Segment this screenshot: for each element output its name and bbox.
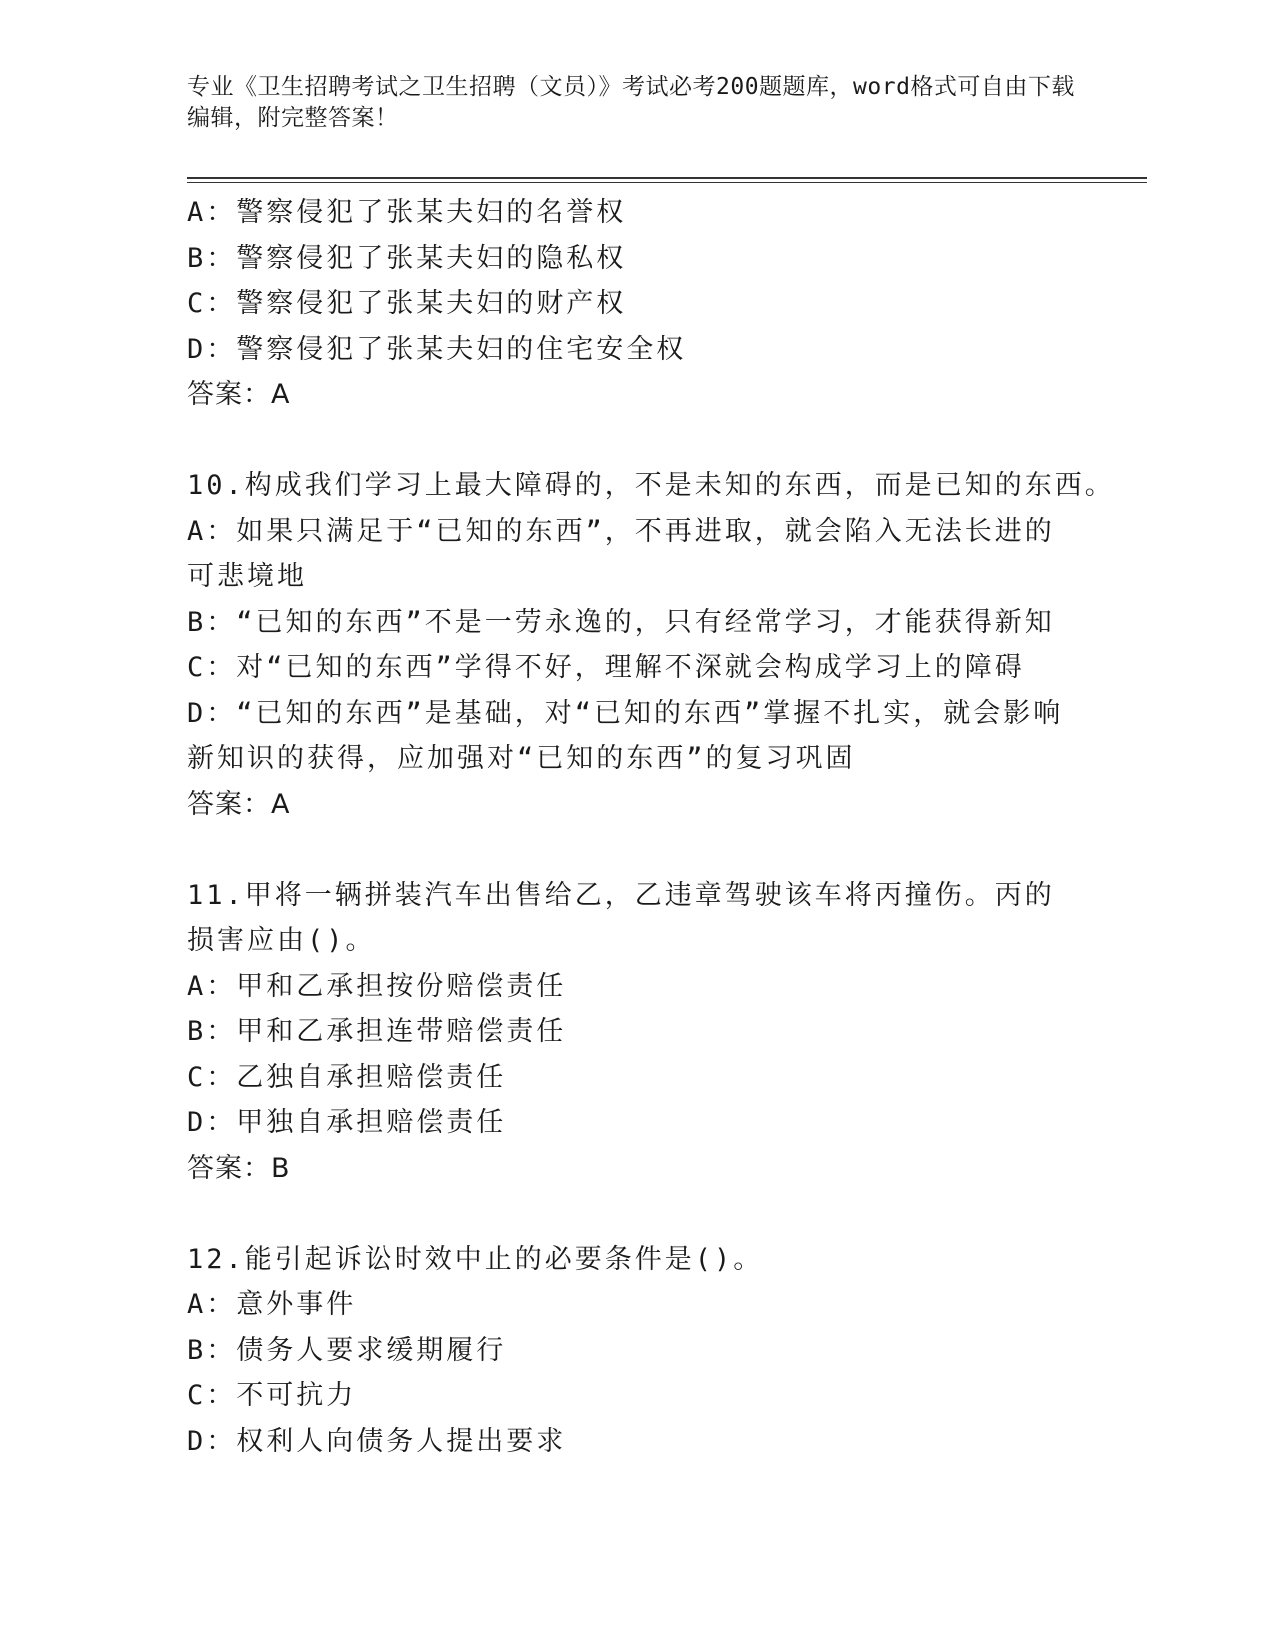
option-b: B：甲和乙承担连带赔偿责任 — [187, 1016, 567, 1047]
option-d: D：警察侵犯了张某夫妇的住宅安全权 — [187, 333, 687, 365]
option-c: C：警察侵犯了张某夫妇的财产权 — [187, 288, 627, 319]
document-header: 专业《卫生招聘考试之卫生招聘（文员）》考试必考200题题库，word格式可自由下载编辑，附完整答案！ — [187, 74, 1075, 131]
question-12 — [187, 1237, 1067, 1465]
answer: 答案：A — [187, 788, 291, 820]
option-a: A：意外事件 — [187, 1289, 357, 1320]
answer: 答案：A — [187, 379, 291, 410]
option-c: C：对“已知的东西”学得不好，理解不深就会构成学习上的障碍 — [187, 652, 1025, 683]
option-a: A：警察侵犯了张某夫妇的名誉权 — [187, 197, 627, 228]
question-9 — [187, 190, 1067, 418]
option-d: D：权利人向债务人提出要求 — [187, 1425, 567, 1457]
option-b: B：警察侵犯了张某夫妇的隐私权 — [187, 242, 627, 274]
option-b: B：债务人要求缓期履行 — [187, 1334, 507, 1366]
question-10 — [187, 463, 1115, 827]
option-b: B：“已知的东西”不是一劳永逸的，只有经常学习，才能获得新知 — [187, 606, 1055, 638]
question-11 — [187, 873, 1067, 1192]
option-d: D：“已知的东西”是基础，对“已知的东西”掌握不扎实，就会影响新知识的获得，应加强对“已知的东西”的复习巩固 — [187, 697, 1064, 774]
option-c: C：乙独自承担赔偿责任 — [187, 1061, 507, 1093]
question-list — [187, 190, 1115, 1464]
header-divider — [187, 177, 1147, 183]
question-text: 12.能引起诉讼时效中止的必要条件是()。 — [187, 1243, 764, 1275]
option-a: A：如果只满足于“已知的东西”，不再进取，就会陷入无法长进的可悲境地 — [187, 515, 1055, 592]
option-d: D：甲独自承担赔偿责任 — [187, 1107, 507, 1138]
answer: 答案：B — [187, 1152, 291, 1184]
option-a: A：甲和乙承担按份赔偿责任 — [187, 970, 567, 1002]
option-c: C：不可抗力 — [187, 1380, 357, 1411]
question-text: 11.甲将一辆拼装汽车出售给乙，乙违章驾驶该车将丙撞伤。丙的损害应由()。 — [187, 879, 1055, 956]
question-text: 10.构成我们学习上最大障碍的，不是未知的东西，而是已知的东西。 — [187, 470, 1115, 501]
